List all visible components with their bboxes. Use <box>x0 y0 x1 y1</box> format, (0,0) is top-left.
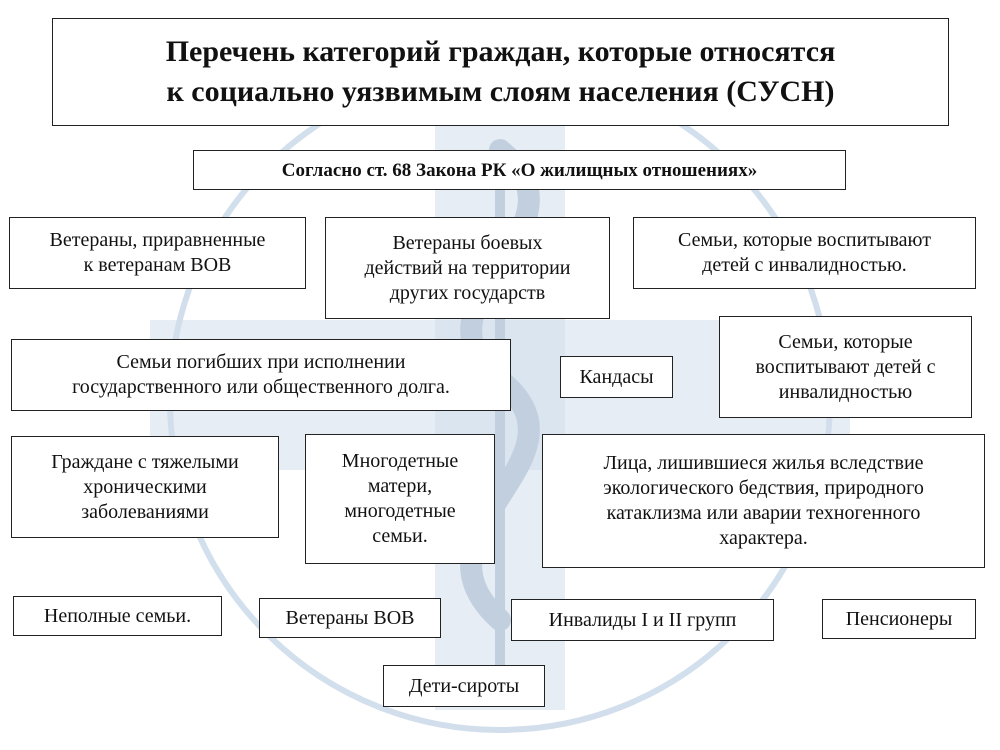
category-veterans-equal-wwii: Ветераны, приравненные к ветеранам ВОВ <box>9 217 306 289</box>
category-families-of-fallen: Семьи погибших при исполнении государственного или общественного долга. <box>11 339 511 411</box>
category-kandasy: Кандасы <box>560 356 673 398</box>
category-pensioners: Пенсионеры <box>822 599 976 639</box>
category-combat-veterans: Ветераны боевых действий на территории других государств <box>325 217 610 319</box>
category-families-disabled-children-2: Семьи, которые воспитывают детей с инвалидностью <box>719 316 972 418</box>
category-orphans: Дети-сироты <box>383 665 545 707</box>
category-families-disabled-children: Семьи, которые воспитывают детей с инвалидностью. <box>633 217 976 289</box>
page-title: Перечень категорий граждан, которые относятся к социально уязвимым слоям населения (СУСН) <box>52 18 949 126</box>
category-large-families: Многодетные матери, многодетные семьи. <box>305 434 495 564</box>
category-disabled-groups: Инвалиды I и II групп <box>511 599 774 641</box>
category-chronic-diseases: Граждане с тяжелыми хроническими заболеваниями <box>11 436 279 538</box>
category-lost-housing: Лица, лишившиеся жилья вследствие экологического бедствия, природного катаклизма или аварии техногенного характера. <box>542 434 985 568</box>
category-wwii-veterans: Ветераны ВОВ <box>259 598 441 638</box>
law-reference: Согласно ст. 68 Закона РК «О жилищных отношениях» <box>193 150 846 190</box>
category-single-parent: Неполные семьи. <box>13 596 222 636</box>
